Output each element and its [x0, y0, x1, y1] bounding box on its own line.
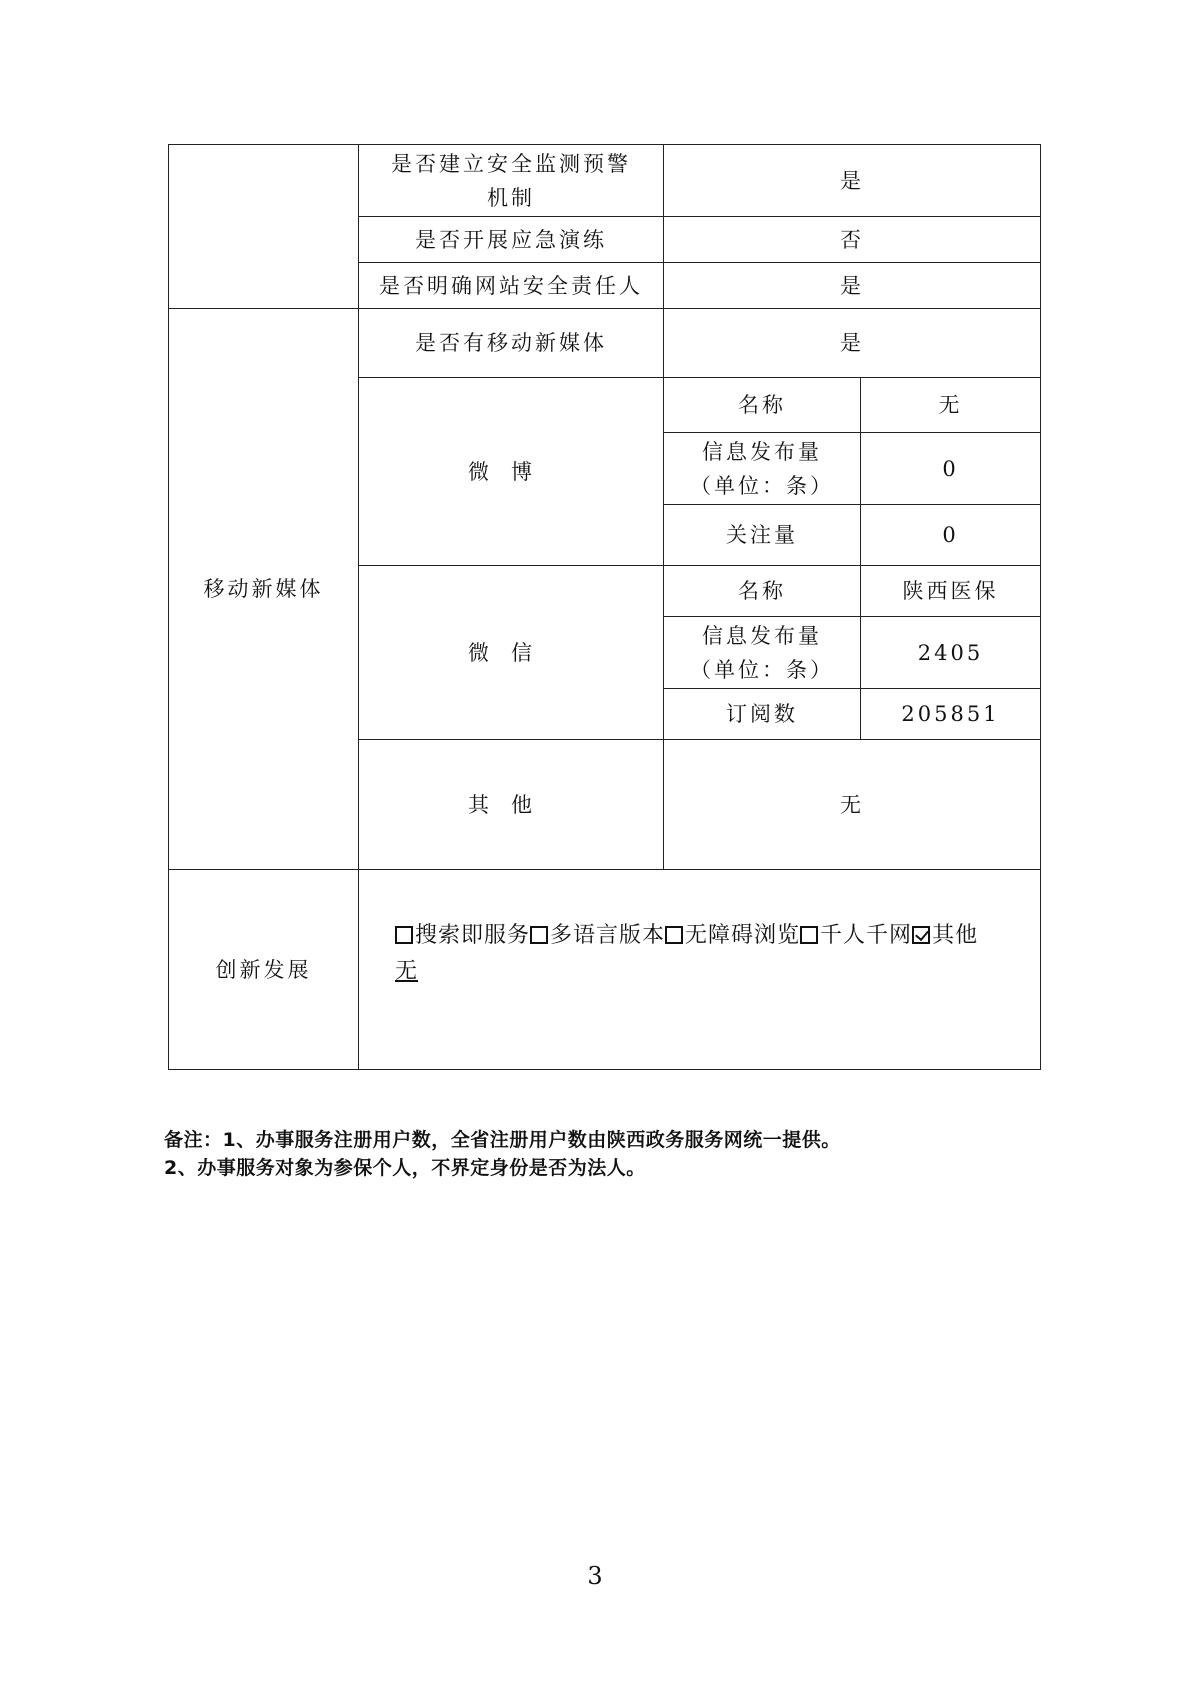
weibo-label: 微博 [359, 378, 664, 566]
security-label: 是否建立安全监测预警 机制 [359, 145, 664, 217]
option-label: 其他 [932, 922, 979, 948]
option-label: 多语言版本 [550, 922, 666, 948]
checkbox-other-checked[interactable] [912, 926, 930, 944]
weibo-name-value: 无 [861, 378, 1041, 433]
weibo-posts-value: 0 [861, 433, 1041, 505]
note-line-2: 2、办事服务对象为参保个人，不界定身份是否为法人。 [164, 1157, 646, 1179]
innovation-other-value: 无 [395, 958, 419, 984]
notes [164, 1126, 1044, 1182]
other-media-label: 其他 [359, 740, 664, 870]
checkbox-accessibility[interactable] [665, 926, 683, 944]
security-value: 否 [664, 217, 1041, 263]
wechat-posts-value: 2405 [861, 617, 1041, 689]
weibo-name-label: 名称 [664, 378, 861, 433]
option-label: 搜索即服务 [415, 922, 531, 948]
security-label: 是否明确网站安全责任人 [359, 263, 664, 309]
security-value: 是 [664, 145, 1041, 217]
has-mobile-value: 是 [664, 309, 1041, 378]
note-line-1: 备注：1、办事服务注册用户数，全省注册用户数由陕西政务服务网统一提供。 [164, 1129, 841, 1151]
other-media-value: 无 [664, 740, 1041, 870]
wechat-name-label: 名称 [664, 566, 861, 617]
option-label: 无障碍浏览 [685, 922, 801, 948]
wechat-name-value: 陕西医保 [861, 566, 1041, 617]
report-table [168, 144, 1041, 1070]
checkbox-search-service[interactable] [395, 926, 413, 944]
has-mobile-label: 是否有移动新媒体 [359, 309, 664, 378]
wechat-subs-label: 订阅数 [664, 689, 861, 740]
page-number: 3 [587, 1562, 603, 1590]
security-section-cell [169, 145, 359, 309]
weibo-follow-value: 0 [861, 505, 1041, 566]
innovation-label: 创新发展 [169, 870, 359, 1070]
wechat-posts-label: 信息发布量 （单位：条） [664, 617, 861, 689]
security-label: 是否开展应急演练 [359, 217, 664, 263]
innovation-options [359, 870, 1041, 1070]
checkbox-multilingual[interactable] [530, 926, 548, 944]
checkbox-personalized[interactable] [800, 926, 818, 944]
weibo-posts-label: 信息发布量 （单位：条） [664, 433, 861, 505]
security-value: 是 [664, 263, 1041, 309]
innovation-checkbox-row [395, 918, 1040, 954]
option-label: 千人千网 [820, 922, 913, 948]
weibo-follow-label: 关注量 [664, 505, 861, 566]
mobile-section-label: 移动新媒体 [169, 309, 359, 870]
wechat-label: 微信 [359, 566, 664, 740]
wechat-subs-value: 205851 [861, 689, 1041, 740]
